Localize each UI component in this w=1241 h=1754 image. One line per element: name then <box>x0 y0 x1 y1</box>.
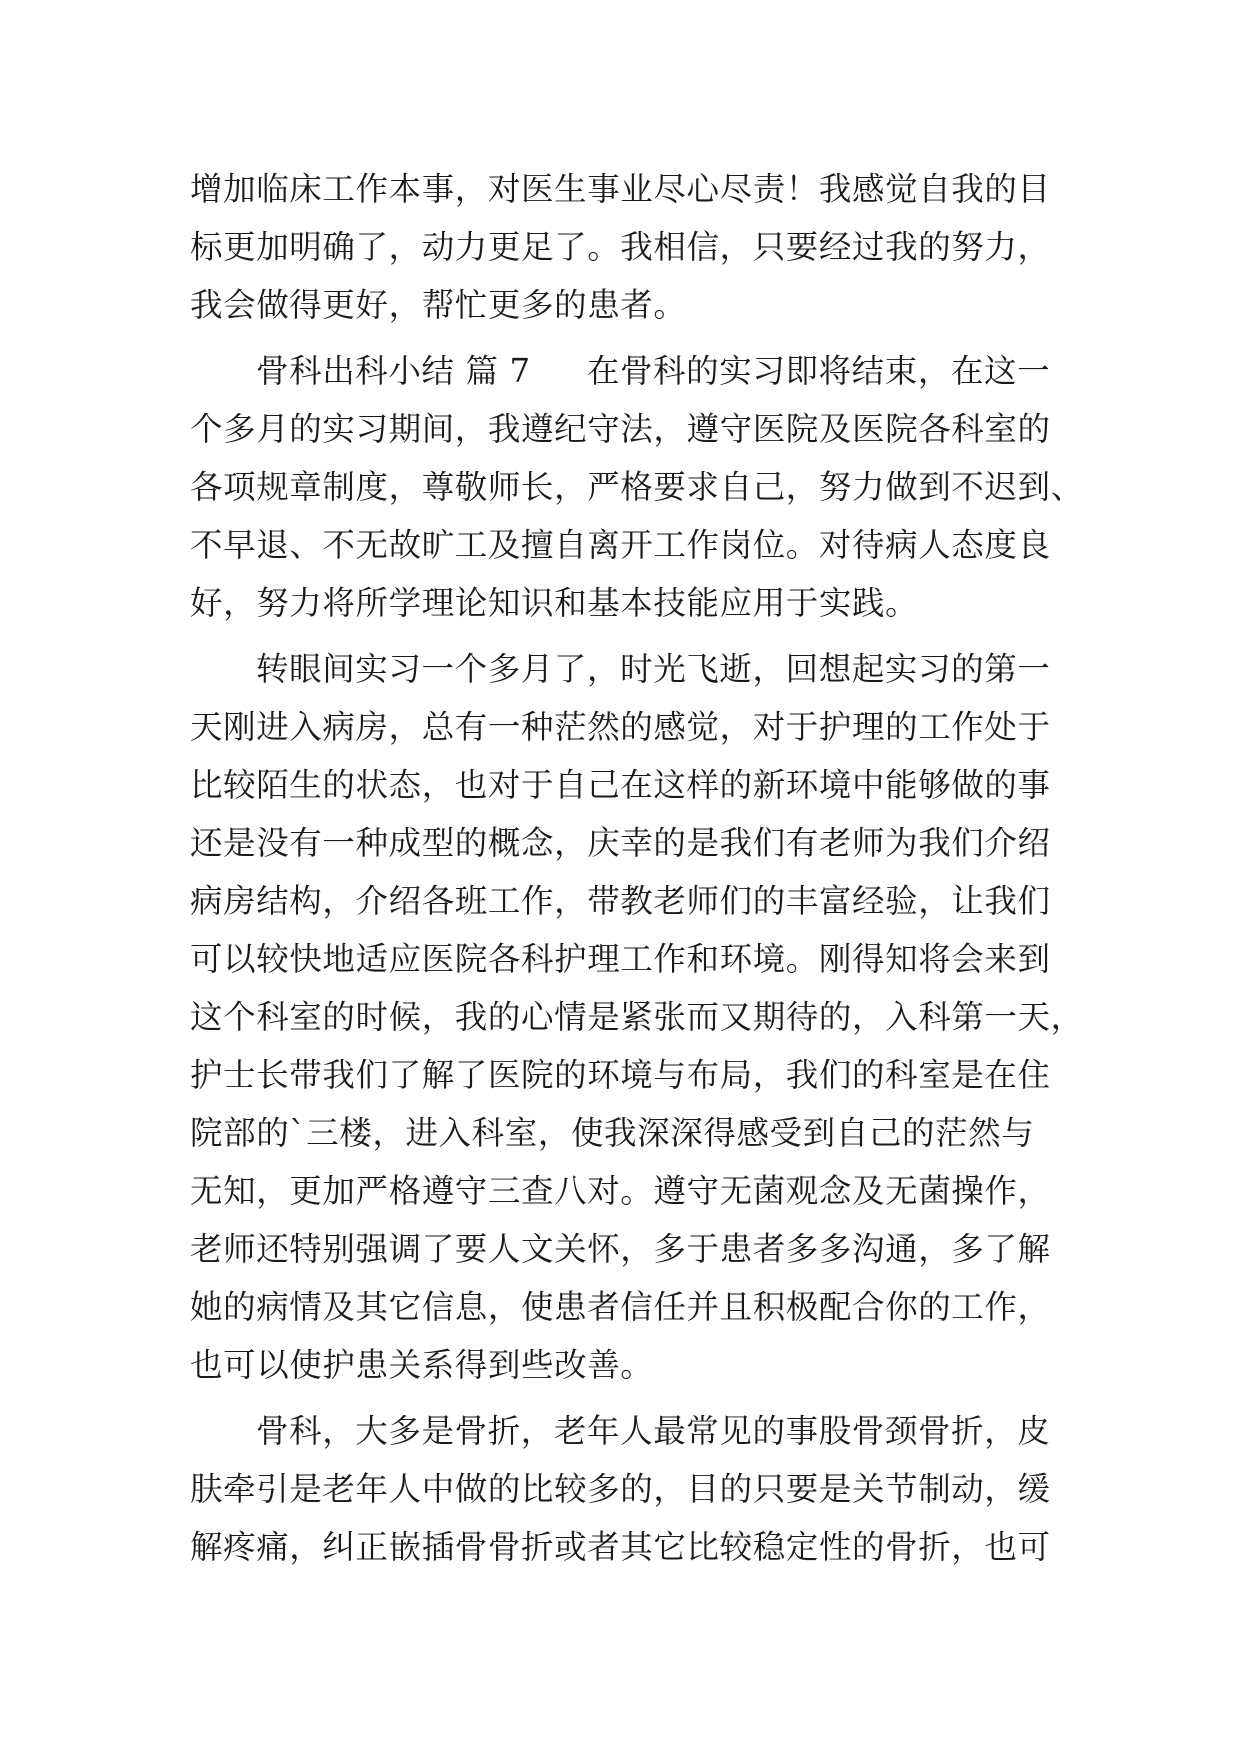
text-line: 老师还特别强调了要人文关怀，多于患者多多沟通，多了解 <box>190 1230 1051 1268</box>
text-line: 比较陌生的状态，也对于自己在这样的新环境中能够做的事 <box>190 766 1051 804</box>
text-line: 标更加明确了，动力更足了。我相信，只要经过我的努力， <box>190 228 1051 266</box>
text-line: 骨科，大多是骨折，老年人最常见的事股骨颈骨折，皮 <box>256 1412 1051 1450</box>
text-line: 她的病情及其它信息，使患者信任并且积极配合你的工作， <box>190 1288 1051 1326</box>
text-line: 天刚进入病房，总有一种茫然的感觉，对于护理的工作处于 <box>190 708 1051 746</box>
text-line: 好，努力将所学理论知识和基本技能应用于实践。 <box>190 584 919 622</box>
text-line-fragment: 在骨科的实习即将结束，在这一 <box>586 352 1051 390</box>
text-line: 院部的`三楼，进入科室，使我深深得感受到自己的茫然与 <box>190 1114 1035 1152</box>
section-heading-line <box>190 342 1060 400</box>
paragraph <box>190 1402 1060 1576</box>
text-line: 转眼间实习一个多月了，时光飞逝，回想起实习的第一 <box>256 650 1051 688</box>
text-line: 肤牵引是老年人中做的比较多的，目的只要是关节制动，缓 <box>190 1470 1051 1508</box>
text-line: 无知，更加严格遵守三查八对。遵守无菌观念及无菌操作， <box>190 1172 1051 1210</box>
text-line: 也可以使护患关系得到些改善。 <box>190 1346 654 1384</box>
text-line: 病房结构，介绍各班工作，带教老师们的丰富经验，让我们 <box>190 882 1051 920</box>
text-line: 各项规章制度，尊敬师长，严格要求自己，努力做到不迟到、 <box>190 468 1084 506</box>
text-line: 不早退、不无故旷工及擅自离开工作岗位。对待病人态度良 <box>190 526 1051 564</box>
section-7-paragraph <box>190 342 1084 632</box>
text-line: 还是没有一种成型的概念，庆幸的是我们有老师为我们介绍 <box>190 824 1051 862</box>
text-line: 个多月的实习期间，我遵纪守法，遵守医院及医院各科室的 <box>190 410 1051 448</box>
text-line: 增加临床工作本事，对医生事业尽心尽责！我感觉自我的目 <box>190 170 1051 208</box>
text-line: 解疼痛，纠正嵌插骨骨折或者其它比较稳定性的骨折，也可 <box>190 1528 1051 1566</box>
paragraph <box>190 640 1084 1394</box>
paragraph-continuation <box>190 160 1060 334</box>
text-line: 护士长带我们了解了医院的环境与布局，我们的科室是在住 <box>190 1056 1051 1094</box>
text-line: 我会做得更好，帮忙更多的患者。 <box>190 286 687 324</box>
section-heading: 骨科出科小结 篇 7 <box>256 352 531 390</box>
document-body <box>190 160 1084 1576</box>
text-line: 可以较快地适应医院各科护理工作和环境。刚得知将会来到 <box>190 940 1051 978</box>
text-line: 这个科室的时候，我的心情是紧张而又期待的，入科第一天， <box>190 998 1084 1036</box>
